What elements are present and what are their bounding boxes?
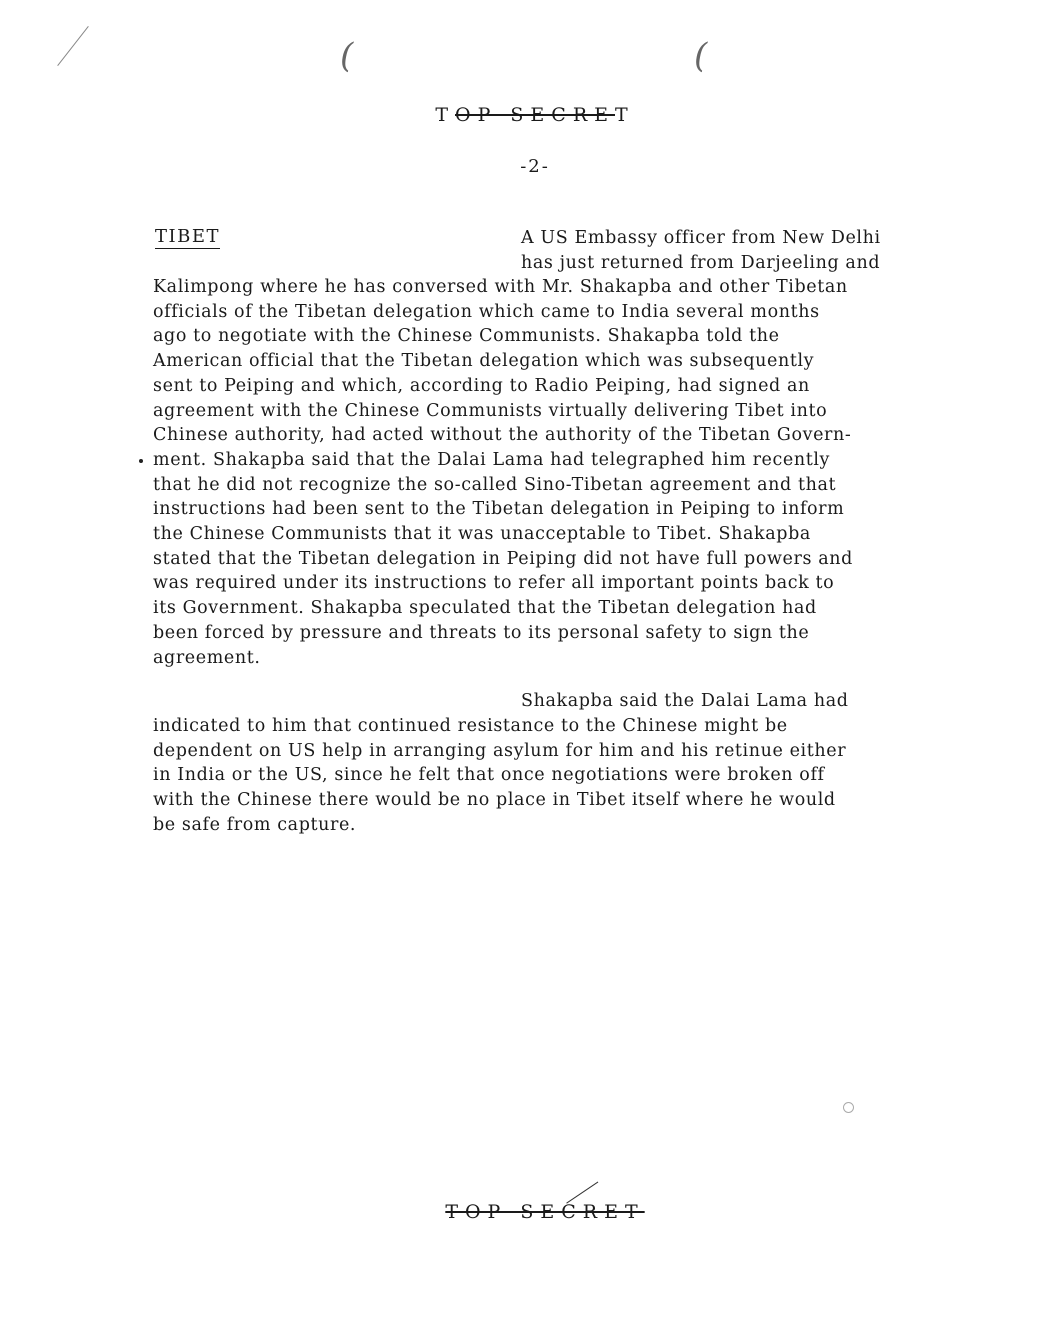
text-line: stated that the Tibetan delegation in Peiping did not have full powers and <box>153 548 853 569</box>
classification-marking-bottom <box>0 1201 1040 1223</box>
text-line: ago to negotiate with the Chinese Communists. Shakapba told the <box>153 326 780 347</box>
text-line: in India or the US, since he felt that once negotiations were broken off <box>153 765 825 786</box>
text-line: Chinese authority, had acted without the authority of the Tibetan Govern- <box>153 425 852 446</box>
text-line: officials of the Tibetan delegation which came to India several months <box>153 301 820 322</box>
text-line: A US Embassy officer from New Delhi <box>521 228 881 248</box>
text-line: be safe from capture. <box>153 814 357 835</box>
text-line: instructions had been sent to the Tibetan delegation in Peiping to inform <box>153 499 845 520</box>
classification-last-letter: T <box>615 104 635 126</box>
page-number: -2- <box>520 156 550 177</box>
paragraph-1-body <box>153 275 853 670</box>
text-line: was required under its instructions to refer all important points back to <box>153 573 835 594</box>
text-line: dependent on US help in arranging asylum for him and his retinue either <box>153 740 847 761</box>
text-line: agreement. <box>153 647 261 668</box>
pencil-bracket-right: ( <box>694 36 708 76</box>
text-line: has just returned from Darjeeling and <box>521 252 881 273</box>
pencil-tick-mark <box>57 26 125 94</box>
text-line: the Chinese Communists that it was unacceptable to Tibet. Shakapba <box>153 524 811 545</box>
margin-dot-mark <box>139 459 143 463</box>
text-line: agreement with the Chinese Communists virtually delivering Tibet into <box>153 400 828 421</box>
paragraph-2-opening <box>521 689 849 714</box>
text-line: sent to Peiping and which, according to Radio Peiping, had signed an <box>153 375 810 396</box>
text-line: with the Chinese there would be no place in Tibet itself where he would <box>153 790 836 811</box>
classification-marking-top <box>0 104 1040 126</box>
paragraph-2-body <box>153 714 846 838</box>
section-heading: TIBET <box>155 226 220 247</box>
text-line: Shakapba said the Dalai Lama had <box>521 691 849 711</box>
pencil-bracket-left: ( <box>340 36 354 76</box>
text-line: Kalimpong where he has conversed with Mr. Shakapba and other Tibetan <box>153 277 848 297</box>
text-line: American official that the Tibetan delegation which was subsequently <box>153 351 815 372</box>
text-line: indicated to him that continued resistance to the Chinese might be <box>153 716 788 736</box>
punch-hole-mark <box>843 1102 854 1113</box>
classification-struck-text: TOP SECRET <box>445 1201 645 1223</box>
classification-first-letter: T <box>435 104 455 126</box>
text-line: its Government. Shakapba speculated that the Tibetan delegation had <box>153 598 817 619</box>
paragraph-1-opening <box>521 226 881 275</box>
text-line: that he did not recognize the so-called Sino-Tibetan agreement and that <box>153 474 837 495</box>
text-line: been forced by pressure and threats to its personal safety to sign the <box>153 622 810 643</box>
text-line: ment. Shakapba said that the Dalai Lama had telegraphed him recently <box>153 449 831 470</box>
classification-struck-text: OP SECRE <box>455 104 615 126</box>
